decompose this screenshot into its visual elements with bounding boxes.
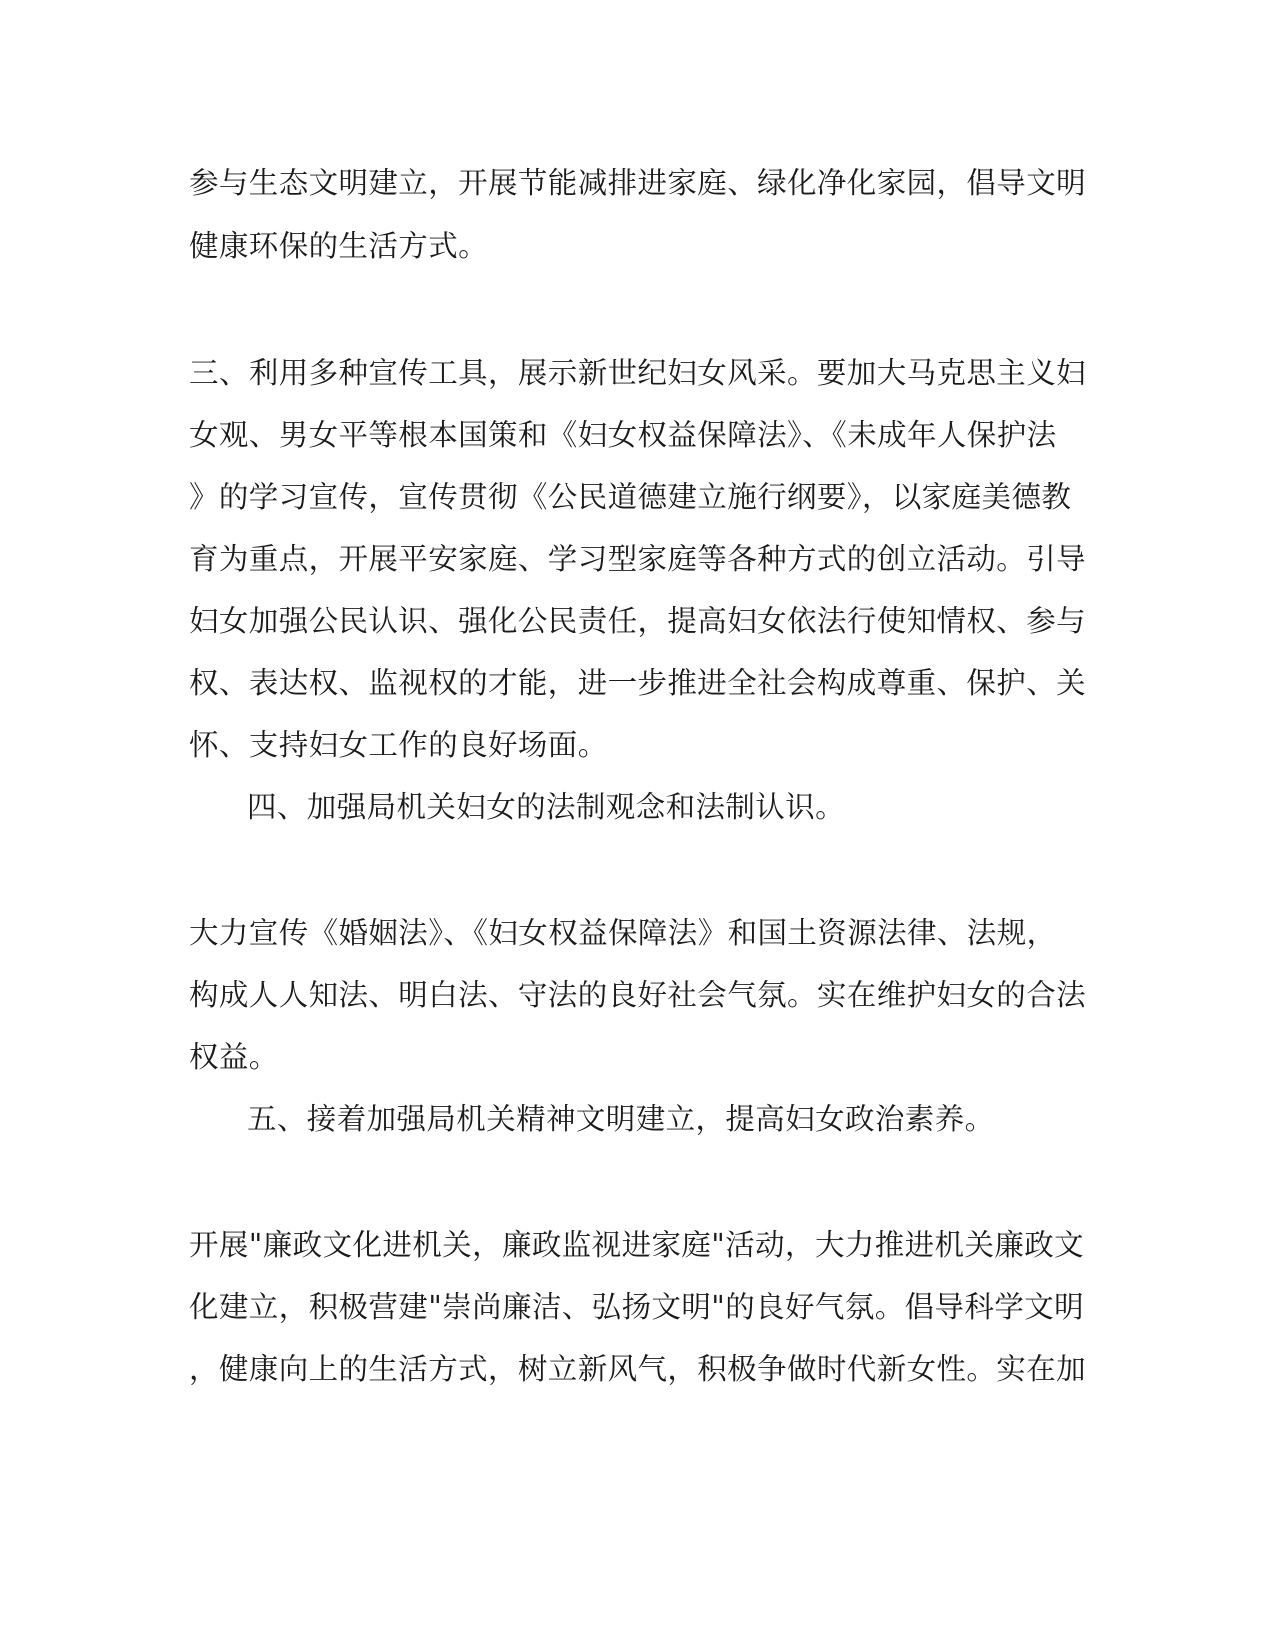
section-heading: 四、加强局机关妇女的法制观念和法制认识。 <box>247 790 846 824</box>
text-line: 》的学习宣传，宣传贯彻《公民道德建立施行纲要》，以家庭美德教 <box>189 480 1072 514</box>
text-line: 权、表达权、监视权的才能，进一步推进全社会构成尊重、保护、关 <box>189 666 1087 700</box>
text-line: 构成人人知法、明白法、守法的良好社会气氛。实在维护妇女的合法 <box>189 978 1087 1012</box>
text-line: 大力宣传《婚姻法》、《妇女权益保障法》和国土资源法律、法规， <box>189 916 1057 950</box>
text-line: 健康环保的生活方式。 <box>189 229 489 263</box>
text-line: 妇女加强公民认识、强化公民责任，提高妇女依法行使知情权、参与 <box>189 604 1087 638</box>
text-line: 女观、男女平等根本国策和《妇女权益保障法》、《未成年人保护法 <box>189 418 1057 452</box>
text-line: 开展"廉政文化进机关，廉政监视进家庭"活动，大力推进机关廉政文 <box>189 1228 1085 1262</box>
text-line: 权益。 <box>189 1040 279 1074</box>
text-line: 育为重点，开展平安家庭、学习型家庭等各种方式的创立活动。引导 <box>189 542 1087 576</box>
text-line: 怀、支持妇女工作的良好场面。 <box>189 728 608 762</box>
text-line: 化建立，积极营建"崇尚廉洁、弘扬文明"的良好气氛。倡导科学文明 <box>189 1290 1085 1324</box>
text-line: 参与生态文明建立，开展节能减排进家庭、绿化净化家园，倡导文明 <box>189 166 1087 200</box>
text-line: ，健康向上的生活方式，树立新风气，积极争做时代新女性。实在加 <box>189 1352 1087 1386</box>
text-line: 三、利用多种宣传工具，展示新世纪妇女风采。要加大马克思主义妇 <box>189 356 1087 390</box>
section-heading: 五、接着加强局机关精神文明建立，提高妇女政治素养。 <box>247 1102 995 1136</box>
